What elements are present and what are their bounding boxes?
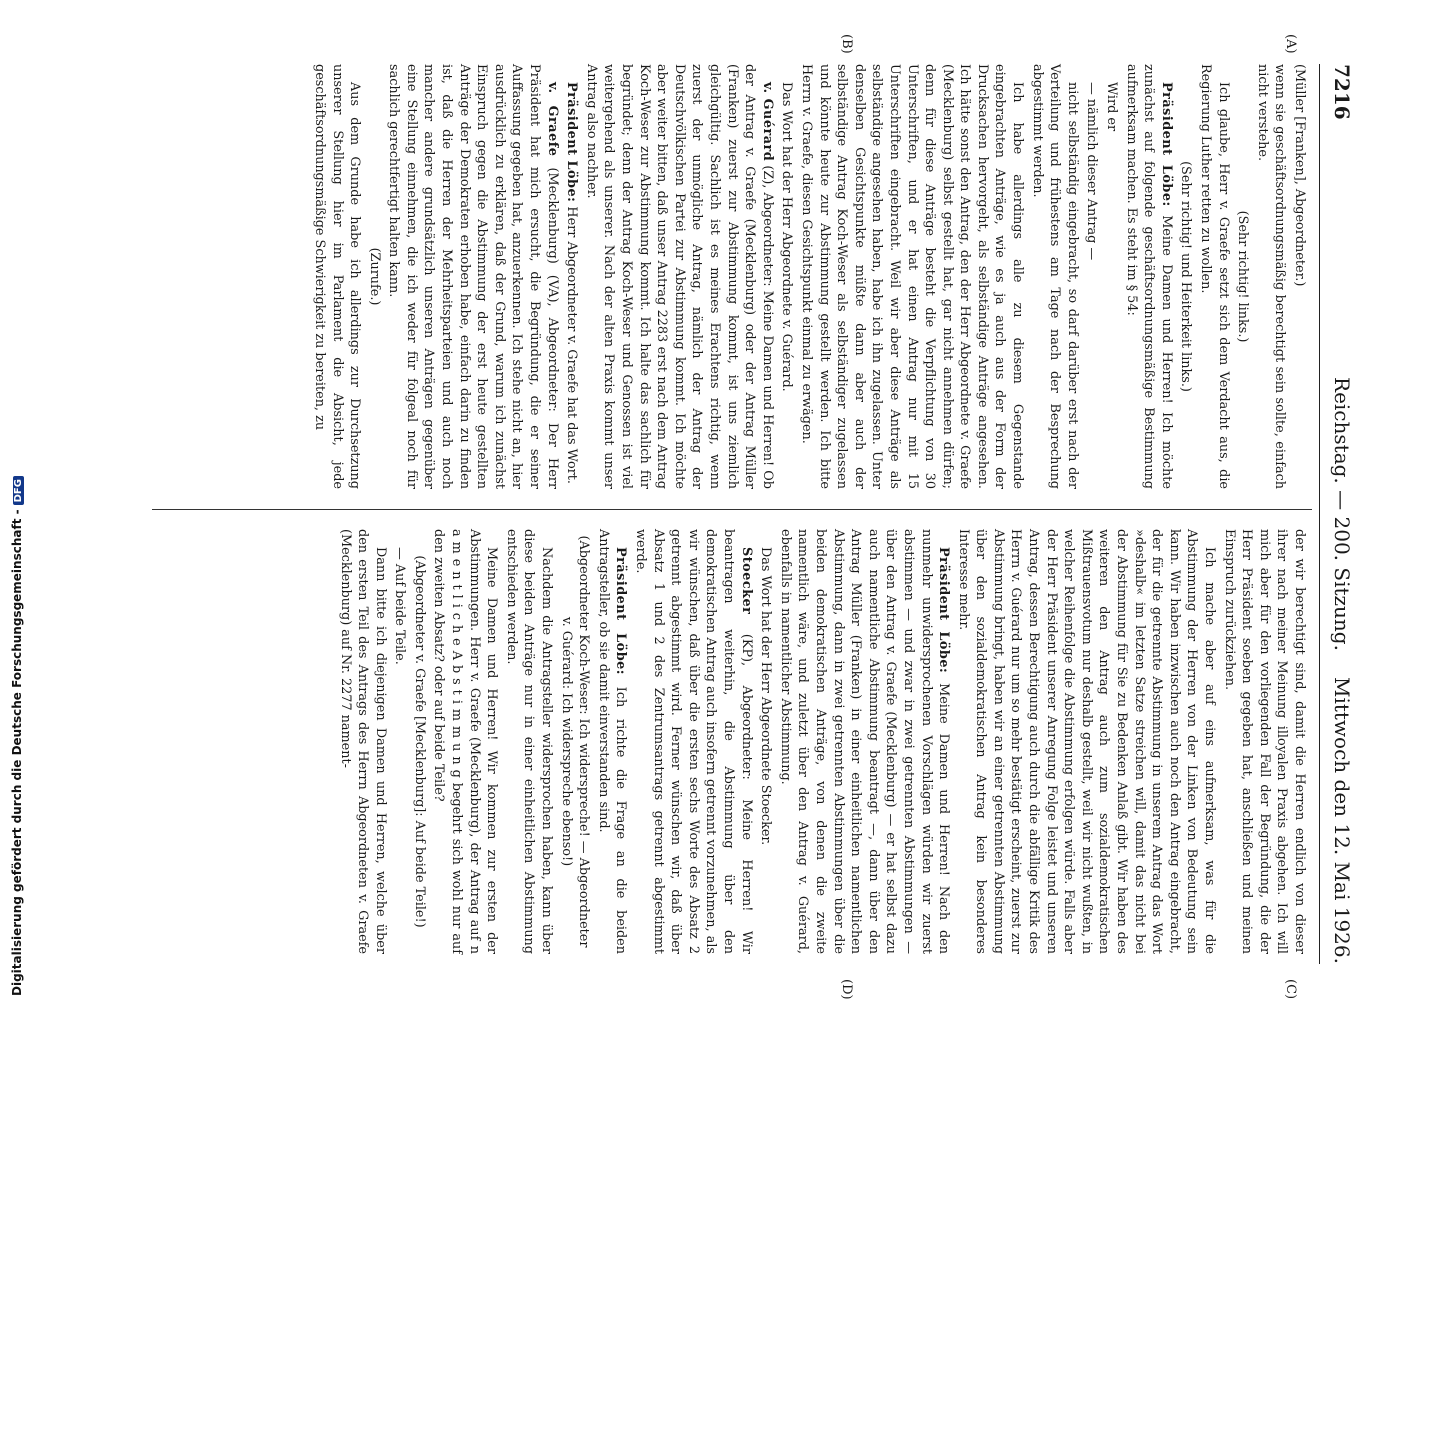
speech-text: Meine Damen und Herren! Nach den nunmehr unwidersprochenen Vorschlägen würden wir zuerst abstimmen — und zwar in zwei getrennten Abstimmungen — über den Antrag v. Graefe (Mecklenburg) — er hat selbst dazu auch namentliche Abstimmung beantragt —, dann über den Antrag Müller (Franken) in einer einheitlichen namentlichen Abstimmung, dann in zwei getrennten Abstimmungen über die beiden demokratischen Anträge, von denen die zweite namentlich wäre, und zuletzt über den Antrag v. Guérard, ebenfalls in namentlicher Abstimmung. — [777, 529, 952, 954]
speech-text: (Mecklenburg) (VA), Abgeordneter: Der Herr Präsident hat mich ersucht, die Begründung, die er seiner Auffassung gegeben hat, anzuerkennen. Ich stehe nicht an, hier ausdrücklich zu erklären, daß der Grund, warum ich zunächst Einspruch gegen die Abstimmung der erst heute gestellten Anträge der Demokraten erhoben habe, einfach darin zu finden ist, daß die Herren der Mehrheitsparteien und auch noch mancher andere grundsätzlich unseren Anträgen gegenüber eine Stellung einnehmen, die ich weder für folgeal noch für sachlich gerechtfertigt halten kann. — [386, 64, 560, 490]
text-paragraph: (Müller [Franken], Abgeordneter.) — [1292, 64, 1307, 287]
margin-mark-c: (C) — [1283, 979, 1298, 1000]
text-paragraph: nicht selbständig eingebracht, so darf darüber erst nach der Verteilung und frühestens am Tage nach der Besprechung abgestimmt werden. — [1029, 64, 1080, 489]
text-paragraph: — nämlich dieser Antrag — — [1084, 82, 1100, 261]
text-paragraph: Wird er — [1104, 82, 1120, 132]
speech-text: Meine Damen und Herren! Ich möchte zunächst auf folgende geschäftsordnungsmäßige Bestimmung aufmerksam machen. Es steht im § 54: — [1123, 64, 1174, 489]
speech-paragraph — [582, 64, 776, 489]
speech-paragraph — [563, 64, 581, 489]
speech-paragraph — [385, 64, 561, 489]
text-paragraph: Aus dem Grunde habe ich allerdings zur Durchsetzung unserer Stellung hier im Parlament die Absicht, jede geschäftsordnungsmäßige Schwierigkeit zu bereiten, zu — [311, 64, 363, 489]
right-text-column — [334, 529, 1308, 954]
text-paragraph: Meine Damen und Herren! Wir kommen zur ersten der Abstimmungen. Herr v. Graefe (Mecklenburg), der Antrag auf n a m e n t l i c h e A b s t i m m u n g begehrt sich wohl nur auf den zweiten Absatz? oder auf beide Teile? — [431, 529, 500, 954]
speaker-name: v. Graefe — [544, 82, 560, 157]
speech-text: Herr Abgeordneter v. Graefe hat das Wort. — [564, 202, 580, 484]
speech-text: Ich richte die Frage an die beiden Antragsteller, ob sie damit einverstanden sind. — [595, 529, 629, 954]
speaker-name: Stoecker — [738, 547, 754, 615]
text-paragraph: Ich habe allerdings alle zu diesem Gegenstande eingebrachten Anträge, wie es ja auch aus der Form der Drucksachen hervorgeht, als selbständige Anträge angesehen. Ich hätte sonst den Antrag, den der Herr Abgeordnete v. Graefe (Mecklenburg) selbst gestellt hat, gar nicht annehmen dürfen; denn für diese Anträge besteht die Verpflichtung von 30 Unterschriften, und er hat einen Antrag nur mit 15 Unterschriften eingebracht. Weil wir aber diese Anträge als selbständige angesehen haben, habe ich ihn zugelassen. Unter denselben Gesichtspunkte müßte dann aber auch der selbständige Antrag Koch-Weser als selbständiger zugelassen und könnte heute zur Abstimmung gestellt werden. Ich bitte Herrn v. Graefe, diesen Gesichtspunkt einmal zu erwägen. — [798, 64, 1026, 489]
speech-paragraph — [631, 529, 754, 954]
interjection: (Zurufe.) — [366, 247, 382, 306]
digitization-footer — [0, 0, 40, 1000]
page-header — [1319, 64, 1360, 964]
session-date: Mittwoch den 12. Mai 1926. — [1330, 676, 1354, 964]
speech-text: (KP), Abgeordneter: Meine Herren! Wir beantragen weiterhin, die Abstimmung über den demokratischen Antrag auch insofern getrennt vorzunehmen, als wir wünschen, daß über die ersten sechs Worte des Absatz 2 getrennt abgestimmt wird. Ferner wünschen wir, daß über Absatz 1 und 2 des Zentrumsantrags getrennt abgestimmt werde. — [633, 529, 754, 954]
text-paragraph: Nachdem die Antragsteller widersprochen haben, kann über diese beiden Anträge nur in einer einheitlichen Abstimmung entschieden werden. — [503, 529, 555, 954]
margin-mark-d: (D) — [839, 979, 854, 1000]
text-paragraph: Das Wort hat der Herr Abgeordnete Stoecker. — [758, 547, 774, 846]
interjection: (Abgeordneter Koch-Weser: Ich widerspreche! — Abgeordneter v. Guérard: Ich widerspreche ebenso!) — [558, 535, 592, 948]
left-text-column — [308, 64, 1308, 489]
speech-paragraph — [776, 529, 952, 954]
speaker-name: Präsident Löbe: — [936, 547, 952, 674]
speaker-name: v. Guérard — [759, 82, 775, 162]
text-paragraph: Das Wort hat der Herr Abgeordnete v. Guérard. — [779, 82, 795, 392]
margin-mark-a: (A) — [1283, 34, 1298, 54]
text-paragraph: Ich glaube, Herr v. Graefe setzt sich dem Verdacht aus, die Regierung Luther retten zu wollen. — [1198, 64, 1231, 489]
margin-mark-b: (B) — [839, 34, 854, 54]
page-number: 7216 — [1330, 64, 1354, 120]
rotated-page-content — [110, 34, 1360, 1000]
footer-credit: Digitalisierung gefördert durch die Deutsche Forschungsgemeinschaft - — [10, 509, 24, 996]
dfg-logo: DFG — [13, 476, 24, 505]
speech-paragraph — [594, 529, 629, 954]
interjection: (Sehr richtig! und Heiterkeit links.) — [1178, 161, 1194, 392]
text-paragraph: der wir berechtigt sind, damit die Herren endlich von dieser ihrer nach meiner Meinung illoyalen Praxis abgehen. Ich will mich aber für den vorliegenden Fall der Begründung, die der Herr Präsident soeben gegeben hat, anschließen und meinen Einspruch zurückziehen. — [1221, 529, 1307, 954]
text-paragraph: — Auf beide Teile. — [392, 547, 408, 665]
speech-paragraph — [1122, 64, 1175, 489]
interjection: (Abgeordneter v. Graefe [Mecklenburg]: Auf beide Teile!) — [411, 555, 427, 928]
page-title: Reichstag. — 200. Sitzung. — [1330, 377, 1354, 651]
text-paragraph: wenn sie geschäftsordnungsmäßig berechtigt sein sollte, einfach nicht verstehe. — [1254, 64, 1288, 489]
interjection: (Sehr richtig! links.) — [1235, 210, 1251, 343]
text-paragraph: Dann bitte ich diejenigen Damen und Herren, welche über den ersten Teil des Antrags des Herrn Abgeordneten v. Graefe (Mecklenburg) auf Nr. 2277 nament- — [337, 529, 388, 954]
speaker-name: Präsident Löbe: — [1158, 82, 1174, 207]
footer-text-wrapper — [10, 479, 24, 996]
speaker-name: Präsident Löbe: — [564, 82, 580, 203]
speaker-name: Präsident Löbe: — [613, 547, 629, 676]
text-paragraph: Ich mache aber auf eins aufmerksam, was für die Abstimmung der Herren von der Linken von Bedeutung sein kann. Wir haben inzwischen auch noch den Antrag eingebracht, der für die getrennte Abstimmung in unserem Antrag das Wort »deshalb« im letzten Satze streichen will, damit das nicht bei der Abstimmung für Sie zu Bedenken Anlaß gibt. Wir haben des weiteren den Antrag auch zum sozialdemokratischen Mißtrauensvotum nur deshalb gestellt, weil wir nicht wußten, in welcher Reihenfolge die Abstimmung erfolgen würde. Falls aber der Herr Präsident unserer Anregung Folge leistet und unseren Antrag, dessen Berechtigung auch durch die abfällige Kritik des Herrn v. Guérard nur um so mehr bestätigt erscheint, zuerst zur Abstimmung bringt, haben wir an einer getrennten Abstimmung über den sozialdemokratischen Antrag kein besonderes Interesse mehr. — [955, 529, 1218, 954]
column-divider — [152, 509, 1312, 510]
speech-text: (Z), Abgeordneter: Meine Damen und Herren! Ob der Antrag v. Graefe (Mecklenburg) oder der Antrag Müller (Franken) zuerst zur Abstimmung kommt, ist uns ziemlich gleichgültig. Sachlich ist es meines Erachtens richtig, wenn zuerst der unmögliche Antrag, nämlich der Antrag der Deutschvölkischen Partei zur Abstimmung kommt. Ich möchte aber weiter bitten, daß unser Antrag 2283 erst nach dem Antrag Koch-Weser zur Abstimmung kommt. Ich halte das sachlich für begründet; denn der Antrag Koch-Weser und Genossen ist viel weitergehend als unserer. Nach der alten Praxis kommt unser Antrag also nachher. — [583, 64, 775, 489]
